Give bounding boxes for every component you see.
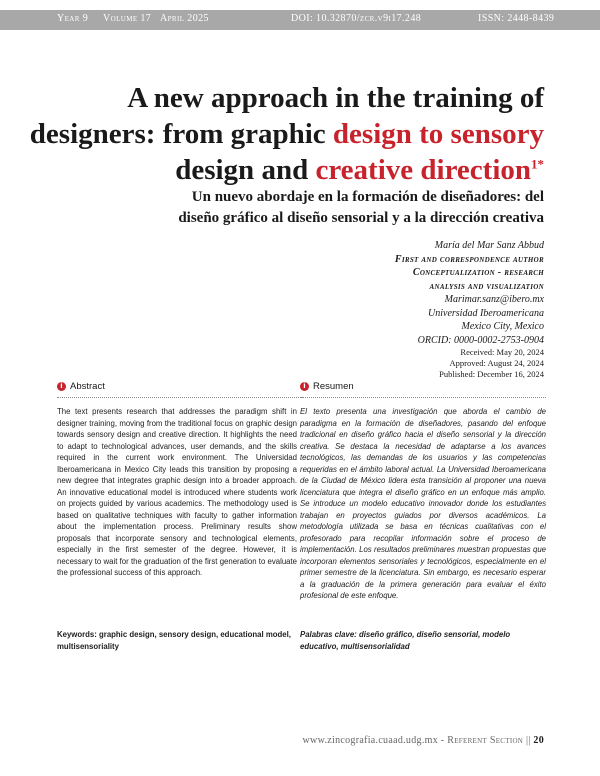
header-date: April 2025 <box>160 13 209 24</box>
footer-section: Referent Section <box>447 735 524 746</box>
resumen-heading <box>300 382 546 398</box>
footer-page-number: 20 <box>533 735 544 746</box>
abstract-keywords: Keywords: graphic design, sensory design, educational model, multisensoriality <box>57 630 291 651</box>
subtitle-line2: diseño gráfico al diseño sensorial y a la dirección creativa <box>178 210 544 226</box>
author-email[interactable]: Marimar.sanz@ibero.mx <box>444 294 544 305</box>
resumen-text: El texto presenta una investigación que aborda el cambio de paradigma en la formación de diseñadores, pasando del enfoque tradicional en diseño gráfico hacia el diseño sensorial y la dirección creativa. Se destaca la necesidad de adaptarse a los avances tecnológicos, las demandas de los usuarios y las competencias requeridas en el ámbito laboral actual. La Universidad Iberoamericana de la Ciudad de México lidera esta transición al proponer una nueva licenciatura que integra el diseño gráfico en un enfoque más amplio. Se introduce un modelo educativo innovador donde los estudiantes trabajan en proyectos guiados por diversos académicos. La metodología utilizada se basa en técnicas cualitativas con el profesorado para recopilar información sobre el proceso de implementación. Los resultados preliminares muestran propuestas que incorporan elementos sensoriales y tecnológicos, especialmente en el primer semestre de la licenciatura. Sin embargo, es necesario esperar a la graduación de la primera generación para evaluar el éxito profesional de este enfoque. <box>300 407 546 600</box>
article-title <box>24 80 544 188</box>
header-volume: Volume 17 <box>103 13 152 24</box>
author-role-2: Conceptualization - research <box>412 267 544 278</box>
header-doi[interactable]: DOI: 10.32870/zcr.v9i17.248 <box>291 13 422 24</box>
header-year: Year 9 <box>57 13 89 24</box>
title-red2: creative direction <box>315 154 531 186</box>
author-role-3: analysis and visualization <box>429 280 544 292</box>
resumen-keywords: Palabras clave: diseño gráfico, diseño sensorial, modelo educativo, multisensorialidad <box>300 630 511 651</box>
abstract-text: The text presents research that addresses the paradigm shift in designer training, moving from the traditional focus on graphic design towards sensory design and creative direction. It highlights the need to adapt to technological advances, user demands, and the skills required in the current work environment. The Universidad Iberoamericana in Mexico City leads this transition by proposing a new degree that integrates graphic design into a broader approach. An innovative educational model is introduced where students work on projects guided by various academics. The methodology used is based on qualitative techniques with faculty to gather information about the implementation process. Preliminary results show proposals that incorporate sensory and technological elements, especially in the first semester of the degree. However, it is necessary to wait for the graduation of the first generation to evaluate the professional success of this approach. <box>57 407 297 577</box>
author-institution: Universidad Iberoamericana <box>428 307 544 319</box>
author-role-1: First and correspondence author <box>394 253 544 265</box>
header-issn: ISSN: 2448-8439 <box>478 13 555 24</box>
abstract-heading <box>57 382 303 398</box>
footer-separator: || <box>523 735 534 746</box>
subtitle-line1: Un nuevo abordaje en la formación de diseñadores: del <box>191 189 544 205</box>
date-received: Received: May 20, 2024 <box>460 347 544 357</box>
info-icon: i <box>300 382 309 391</box>
author-location: Mexico City, Mexico <box>461 321 544 332</box>
author-block <box>244 239 544 347</box>
publication-dates <box>244 347 544 380</box>
date-approved: Approved: August 24, 2024 <box>449 358 544 368</box>
title-part1: A new approach in the training of designers: from graphic <box>29 82 544 150</box>
journal-header-bar <box>0 10 600 30</box>
info-icon: i <box>57 382 66 391</box>
author-orcid[interactable]: ORCID: 0000-0002-2753-0904 <box>417 334 544 346</box>
resumen-label: Resumen <box>313 381 354 392</box>
author-name: María del Mar Sanz Abbud <box>434 240 544 251</box>
abstract-label: Abstract <box>70 381 105 392</box>
date-published: Published: December 16, 2024 <box>439 369 544 379</box>
title-red1: design to sensory <box>332 118 544 150</box>
footer-site[interactable]: www.zincografia.cuaad.udg.mx - <box>302 735 448 746</box>
article-subtitle <box>74 187 544 229</box>
page-footer <box>303 735 544 746</box>
title-part2: design and <box>175 154 316 186</box>
title-footnote-mark[interactable]: 1* <box>531 156 544 172</box>
